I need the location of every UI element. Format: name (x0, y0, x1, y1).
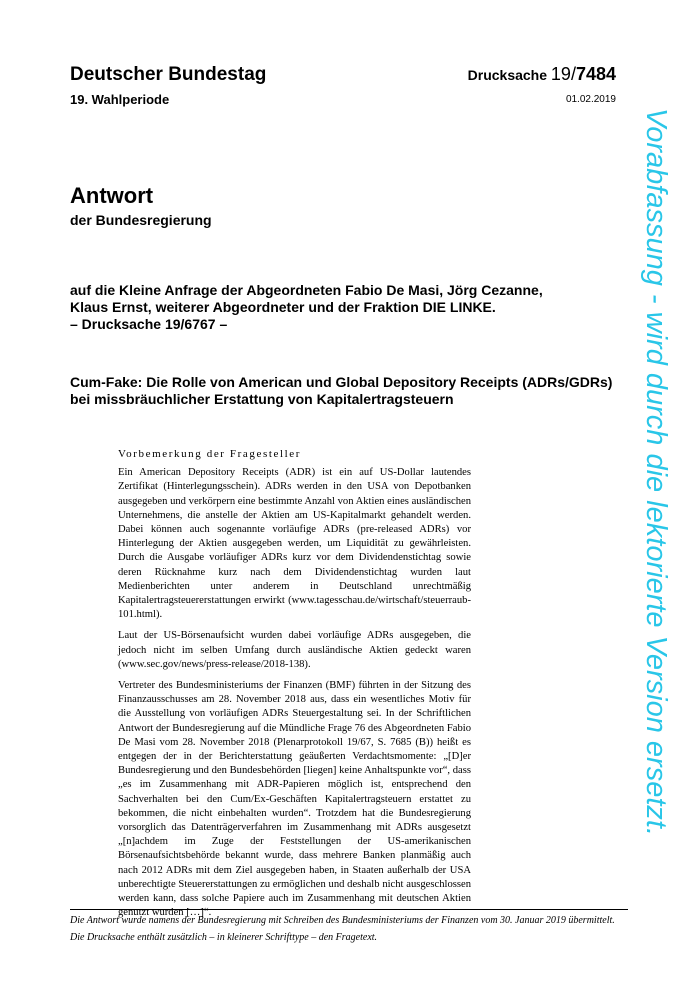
body-paragraph: Ein American Depository Receipts (ADR) ist ein auf US-Dollar lautendes Zertifikat (Hinterlegungsschein). ADRs werden in den USA von Depotbanken ausgegeben und verkörpern eine bestimmte Anzahl von Aktien eines ausländischen Unternehmens, die anstelle der Aktien am US-Kapitalmarkt gehandelt werden. Dabei können auch sogenannte vorläufige ADRs (pre-released ADRs) vor Hinterlegung der Aktien ausgegeben werden, um Liquidität zu gewährleisten. Durch die Ausgabe vorläufiger ADRs kurz vor dem Dividendenstichtag sowie deren Rücknahme kurz nach dem Dividendenstichtag wurden laut Medienberichten unter anderem in Deutschland unrechtmäßig Kapitalertragsteuererstattungen erwirkt (www.tagesschau.de/wirtschaft/steuerraub-101.html). (118, 467, 471, 621)
drucksache-number (551, 64, 616, 84)
document-date: 01.02.2019 (565, 94, 616, 105)
draft-watermark: Vorabfassung - wird durch die lektorierte Version ersetzt. (640, 108, 672, 837)
body-paragraph: Laut der US-Börsenaufsicht wurden dabei vorläufige ADRs ausgegeben, die jedoch nicht im selben Umfang durch ausländische Aktien gedeckt waren (www.sec.gov/news/press-release/2018-138). (118, 630, 471, 670)
drucksache-prefix: 19/ (550, 64, 576, 84)
drucksache-number-block (468, 64, 616, 85)
institution-name: Deutscher Bundestag (70, 64, 267, 85)
body-paragraph: Vertreter des Bundesministeriums der Finanzen (BMF) führten in der Sitzung des Finanzausschusses am 28. November 2018 aus, dass ein wesentliches Motiv für die Ausstellung von vorläufigen ADRs Steuergestaltung sei. In der Schriftlichen Antwort der Bundesregierung auf die Mündliche Frage 76 des Abgeordneten Fabio De Masi vom 28. November 2018 (Plenarprotokoll 19/67, S. 7685 (B)) heißt es entgegen der in der Berichterstattung geäußerten Verdachtsmomente: „[D]er Bundesregierung und den Bundesbehörden [liegen] keine Anhaltspunkte vor“, dass „es im Zusammenhang mit ADR-Papieren möglich ist, entsprechend den Sachverhalten bei den Cum/Ex-Geschäften Kapitalertragsteuern erstattet zu bekommen, die nicht einbehalten wurden“. Trotzdem hat die Bundesregierung vorsorglich das Datenträgerverfahren im Zusammenhang mit ADRs ausgesetzt „[n]achdem im Zuge der Feststellungen der US-amerikanischen Börsenaufsichtsbehörde bekannt wurde, dass mehrere Banken planmäßig auch nach 2012 ADRs mit dem Ziel ausgegeben haben, in Staaten außerhalb der USA unberechtigte Steuererstattungen zu ermöglichen und deshalb nicht ausgeschlossen werden kann, dass solche Papiere auch im Zusammenhang mit deutschen Aktien genutzt wurden […]“. (118, 680, 471, 919)
inquiry-reference (70, 282, 590, 333)
document-subtitle: der Bundesregierung (70, 212, 212, 228)
inquiry-line: – Drucksache 19/6767 – (70, 316, 228, 332)
footer-note: Die Antwort wurde namens der Bundesregierung mit Schreiben des Bundesministeriums der Finanzen vom 30. Januar 2019 übermittelt. (70, 915, 615, 926)
topic-title: Cum-Fake: Die Rolle von American und Global Depository Receipts (ADRs/GDRs) bei missbräuchlicher Erstattung von Kapitalertragsteuern (70, 374, 613, 407)
section-heading: Vorbemerkung der Fragesteller (118, 448, 302, 460)
inquiry-line: Klaus Ernst, weiterer Abgeordneter und der Fraktion DIE LINKE. (70, 299, 496, 315)
drucksache-label: Drucksache (467, 67, 548, 83)
electoral-period: 19. Wahlperiode (70, 92, 170, 107)
preliminary-remarks (118, 447, 471, 928)
footer-notes (70, 914, 630, 947)
document-type: Antwort (70, 183, 154, 208)
footer-divider (70, 909, 628, 910)
footer-note: Die Drucksache enthält zusätzlich – in kleinerer Schrifttype – den Fragetext. (70, 931, 378, 943)
inquiry-line: auf die Kleine Anfrage der Abgeordneten Fabio De Masi, Jörg Cezanne, (70, 282, 543, 298)
drucksache-id: 7484 (575, 64, 616, 84)
